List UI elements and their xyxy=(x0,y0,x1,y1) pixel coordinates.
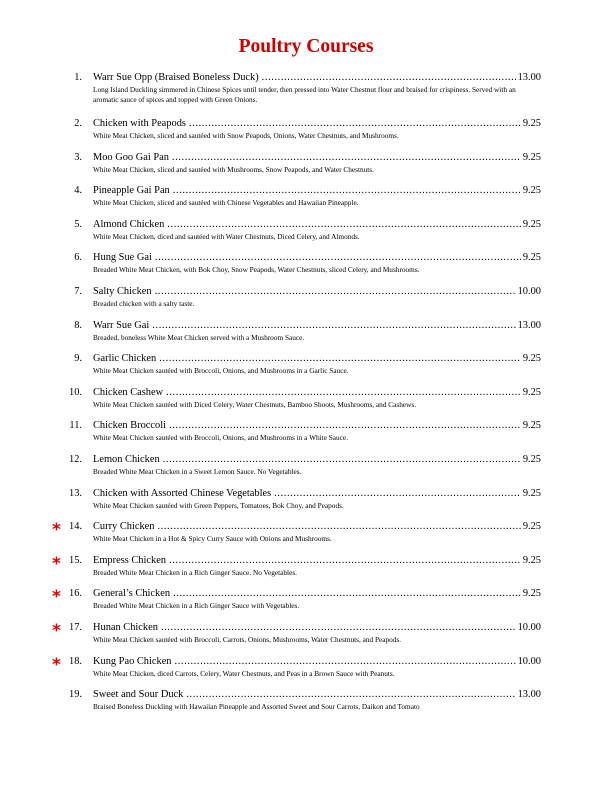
item-price: 13.00 xyxy=(517,689,541,701)
item-number: 17. xyxy=(69,621,82,633)
dot-leader xyxy=(189,117,521,130)
item-price: 9.25 xyxy=(522,588,541,600)
item-description: White Meat Chicken, diced and sautéed with Water Chestnuts, Diced Celery, and Almonds. xyxy=(93,231,360,241)
item-title-line xyxy=(93,251,541,264)
menu-item xyxy=(0,554,612,588)
menu-item xyxy=(0,419,612,453)
dot-leader xyxy=(163,453,521,466)
item-price: 10.00 xyxy=(517,655,541,667)
item-description: Braised Boneless Duckling with Hawaiian Pineapple and Assorted Sweet and Sour Carrots, Daikon and Tomato xyxy=(93,702,420,712)
dot-leader xyxy=(175,655,516,668)
item-description: White Meat Chicken in a Hot & Spicy Curry Sauce with Onions and Mushrooms. xyxy=(93,534,332,544)
item-title-line xyxy=(93,587,541,600)
item-title-line xyxy=(93,151,541,164)
item-number: 3. xyxy=(74,151,82,163)
item-number: 10. xyxy=(69,386,82,398)
item-name: Pineapple Gai Pan xyxy=(93,185,170,197)
dot-leader xyxy=(169,419,521,432)
item-price: 9.25 xyxy=(522,218,541,230)
item-number: 4. xyxy=(74,185,82,197)
item-price: 10.00 xyxy=(517,285,541,297)
item-description: White Meat Chicken, diced Carrots, Celery, Water Chestnuts, and Peas in a Brown Sauce with Peanuts. xyxy=(93,668,395,678)
item-description: White Meat Chicken sautéed with Diced Celery, Water Chestnuts, Bamboo Shoots, Mushrooms, and Cashews. xyxy=(93,399,417,409)
menu-item xyxy=(0,487,612,521)
spicy-star-icon: * xyxy=(52,553,61,574)
dot-leader xyxy=(169,554,521,567)
menu-item xyxy=(0,184,612,218)
spicy-star-icon: * xyxy=(52,620,61,641)
item-title-line xyxy=(93,453,541,466)
item-number: 13. xyxy=(69,487,82,499)
item-name: Curry Chicken xyxy=(93,521,155,533)
item-price: 9.25 xyxy=(522,554,541,566)
menu-item xyxy=(0,71,612,117)
item-title-line xyxy=(93,71,541,84)
item-number: 9. xyxy=(74,353,82,365)
spicy-star-icon: * xyxy=(52,587,61,608)
dot-leader xyxy=(155,251,521,264)
item-number: 12. xyxy=(69,453,82,465)
dot-leader xyxy=(152,319,515,332)
item-price: 9.25 xyxy=(522,487,541,499)
item-description: Breaded chicken with a salty taste. xyxy=(93,298,195,308)
item-description: Long Island Duckling simmered in Chinese Spices until tender, then pressed into Water Chestnut flour and braised for crispiness. Served with an aromatic sauce of spices and topped with Green Onions. xyxy=(93,85,516,104)
item-name: Hung Sue Gai xyxy=(93,252,152,264)
item-price: 9.25 xyxy=(522,521,541,533)
item-description: White Meat Chicken sautéed with Green Peppers, Tomatoes, Bok Choy, and Peapods. xyxy=(93,500,344,510)
item-number: 5. xyxy=(74,218,82,230)
menu-item xyxy=(0,117,612,151)
item-title-line xyxy=(93,554,541,567)
item-description: Breaded White Meat Chicken in a Rich Ginger Sauce. No Vegetables. xyxy=(93,567,297,577)
item-title-line xyxy=(93,487,541,500)
item-number: 14. xyxy=(69,521,82,533)
menu-item xyxy=(0,587,612,621)
item-number: 15. xyxy=(69,554,82,566)
item-price: 9.25 xyxy=(522,353,541,365)
item-number: 11. xyxy=(69,420,82,432)
item-name: Moo Goo Gai Pan xyxy=(93,151,169,163)
item-description: Breaded, boneless White Meat Chicken served with a Mushroom Sauce. xyxy=(93,332,305,342)
menu-item xyxy=(0,621,612,655)
item-number: 16. xyxy=(69,588,82,600)
menu-item xyxy=(0,655,612,689)
dot-leader xyxy=(155,285,516,298)
menu-item xyxy=(0,251,612,285)
item-name: Lemon Chicken xyxy=(93,453,160,465)
item-description: White Meat Chicken sautéed with Broccoli, Onions, and Mushrooms in a White Sauce. xyxy=(93,433,348,443)
item-name: Chicken with Peapods xyxy=(93,118,186,129)
item-price: 9.25 xyxy=(522,118,541,129)
item-name: Sweet and Sour Duck xyxy=(93,689,184,701)
menu-item xyxy=(0,151,612,185)
item-name: Warr Sue Gai xyxy=(93,319,150,331)
item-description: Breaded White Meat Chicken in a Rich Ginger Sauce with Vegetables. xyxy=(93,601,300,611)
item-number: 7. xyxy=(74,285,82,297)
item-price: 9.25 xyxy=(522,185,541,197)
menu-item xyxy=(0,285,612,319)
item-title-line xyxy=(93,386,541,399)
item-name: Garlic Chicken xyxy=(93,353,157,365)
menu-item xyxy=(0,352,612,386)
dot-leader xyxy=(167,218,521,231)
item-number: 2. xyxy=(74,118,82,129)
item-title-line xyxy=(93,218,541,231)
dot-leader xyxy=(166,386,521,399)
menu-list xyxy=(0,71,612,722)
spicy-star-icon: * xyxy=(52,520,61,541)
item-description: Breaded White Meat Chicken, with Bok Choy, Snow Peapods, Water Chestnuts, sliced Celery, and Mushrooms. xyxy=(93,265,420,275)
item-name: Almond Chicken xyxy=(93,218,165,230)
item-title-line xyxy=(93,319,541,332)
dot-leader xyxy=(186,688,515,701)
dot-leader xyxy=(161,621,516,634)
item-title-line xyxy=(93,419,541,432)
menu-item xyxy=(0,386,612,420)
menu-item xyxy=(0,520,612,554)
item-description: White Meat Chicken sautéed with Broccoli, Carrots, Onions, Mushrooms, Water Chestnuts, and Peapods. xyxy=(93,634,402,644)
item-description: White Meat Chicken, sliced and sautéed with Mushrooms, Snow Peapods, and Water Chestnuts. xyxy=(93,164,374,174)
item-name: Chicken Broccoli xyxy=(93,420,167,432)
item-price: 9.25 xyxy=(522,420,541,432)
dot-leader xyxy=(173,184,521,197)
item-name: Empress Chicken xyxy=(93,554,167,566)
item-title-line xyxy=(93,117,541,130)
menu-item xyxy=(0,453,612,487)
item-name: Warr Sue Opp (Braised Boneless Duck) xyxy=(93,72,259,83)
item-name: Kung Pao Chicken xyxy=(93,655,172,667)
item-price: 9.25 xyxy=(522,252,541,264)
item-title-line xyxy=(93,688,541,701)
item-price: 9.25 xyxy=(522,453,541,465)
item-name: Hunan Chicken xyxy=(93,621,158,633)
menu-item xyxy=(0,688,612,722)
item-title-line xyxy=(93,621,541,634)
dot-leader xyxy=(262,71,516,84)
item-title-line xyxy=(93,184,541,197)
item-number: 8. xyxy=(74,319,82,331)
item-number: 18. xyxy=(69,655,82,667)
item-title-line xyxy=(93,285,541,298)
item-name: Salty Chicken xyxy=(93,285,152,297)
item-name: General’s Chicken xyxy=(93,588,171,600)
item-description: White Meat Chicken, sliced and sautéed with Chinese Vegetables and Hawaiian Pineapple. xyxy=(93,198,359,208)
item-number: 1. xyxy=(74,72,82,83)
item-name: Chicken Cashew xyxy=(93,386,164,398)
dot-leader xyxy=(274,487,521,500)
page-title: Poultry Courses xyxy=(238,36,374,57)
menu-item xyxy=(0,319,612,353)
item-price: 13.00 xyxy=(517,319,541,331)
item-description: White Meat Chicken sautéed with Broccoli, Onions, and Mushrooms in a Garlic Sauce. xyxy=(93,366,349,376)
item-price: 10.00 xyxy=(517,621,541,633)
item-title-line xyxy=(93,520,541,533)
item-description: White Meat Chicken, sliced and sautéed with Snow Peapods, Onions, Water Chestnuts, and Mushrooms. xyxy=(93,131,399,140)
item-price: 13.00 xyxy=(517,72,541,83)
item-price: 9.25 xyxy=(522,386,541,398)
dot-leader xyxy=(157,520,520,533)
dot-leader xyxy=(172,151,521,164)
item-number: 6. xyxy=(74,252,82,264)
item-title-line xyxy=(93,352,541,365)
dot-leader xyxy=(173,587,521,600)
menu-item xyxy=(0,218,612,252)
dot-leader xyxy=(159,352,521,365)
item-description: Breaded White Meat Chicken in a Sweet Lemon Sauce. No Vegetables. xyxy=(93,466,302,476)
item-title-line xyxy=(93,655,541,668)
item-name: Chicken with Assorted Chinese Vegetables xyxy=(93,487,272,499)
item-price: 9.25 xyxy=(522,151,541,163)
spicy-star-icon: * xyxy=(52,654,61,675)
item-number: 19. xyxy=(69,689,82,701)
